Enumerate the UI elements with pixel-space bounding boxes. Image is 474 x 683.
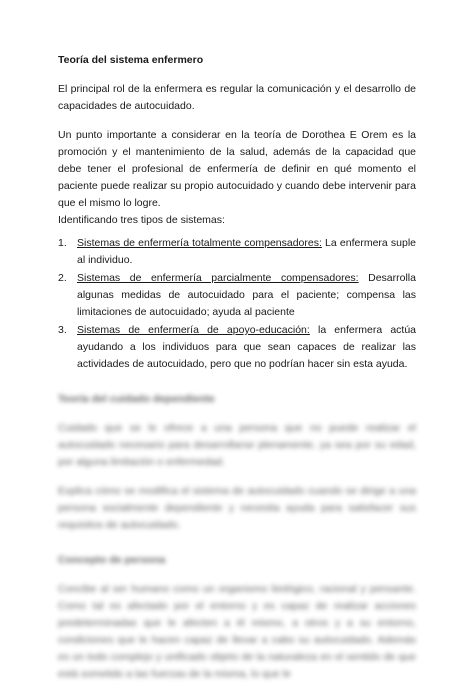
list-item: [58, 235, 416, 269]
section-title: Teoría del sistema enfermero: [58, 54, 204, 66]
intro-paragraph: El principal rol de la enfermera es regular la comunicación y el desarrollo de capacidades de autocuidado.: [58, 83, 416, 112]
system-description: Desarrolla algunas medidas de autocuidado para el paciente; compensa las limitaciones de autocuidado; ayuda al paciente: [77, 272, 416, 318]
system-name: Sistemas de enfermería totalmente compensadores:: [77, 237, 322, 249]
blurred-paragraph: Cuidado que se le ofrece a una persona que no puede realizar el autocuidado necesario para desarrollarse plenamente, ya sea por su edad, por alguna limitación o enfermedad.: [58, 422, 416, 468]
system-name: Sistemas de enfermería parcialmente compensadores:: [77, 272, 359, 284]
list-number: 3.: [58, 324, 67, 336]
list-number: 1.: [58, 237, 67, 249]
orem-paragraph: Un punto importante a considerar en la teoría de Dorothea E Orem es la promoción y el mantenimiento de la salud, además de la capacidad que debe tener el profesional de enfermería de definir en qué momento el paciente puede realizar su propio autocuidado y cuando debe intervenir para que el mismo lo logre.: [58, 129, 416, 209]
blurred-paragraph: Explica cómo se modifica el sistema de autocuidado cuando se dirige a una persona socialmente dependiente y necesita ayuda para satisfacer sus requisitos de autocuidado.: [58, 485, 416, 531]
list-number: 2.: [58, 272, 67, 284]
list-item: [58, 270, 416, 321]
blurred-preview: [58, 391, 416, 683]
blurred-heading: Concepto de persona: [58, 554, 166, 566]
systems-list: [58, 235, 416, 373]
list-item: [58, 322, 416, 373]
types-intro: Identificando tres tipos de sistemas:: [58, 214, 225, 226]
blurred-paragraph: Concibe al ser humano como un organismo biológico, racional y pensante. Como tal es afectado por el entorno y es capaz de realizar acciones predeterminadas que le afecten a él mismo, a otros y a su entorno, condiciones que le hacen capaz de llevar a cabo su autocuidado. Además es un todo complejo y unificado objeto de la naturaleza en el sentido de que está sometido a las fuerzas de la misma, lo que le: [58, 583, 416, 680]
system-description: la enfermera actúa ayudando a los individuos para que sean capaces de realizar las actividades de autocuidado, pero que no podrían hacer sin esta ayuda.: [77, 324, 417, 370]
system-description: La enfermera suple al individuo.: [77, 237, 416, 266]
system-name: Sistemas de enfermería de apoyo-educación:: [77, 324, 310, 336]
blurred-heading: Teoría del cuidado dependiente: [58, 393, 215, 405]
